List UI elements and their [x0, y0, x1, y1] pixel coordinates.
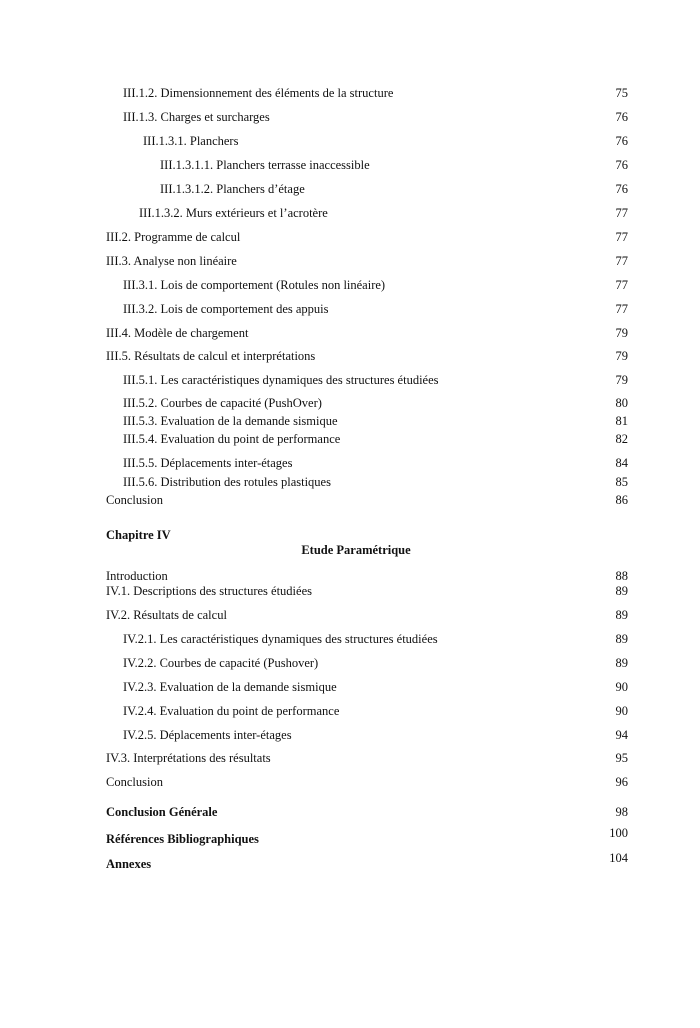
toc-entry-label: Conclusion Générale — [106, 805, 218, 819]
toc-entry — [0, 582, 700, 600]
toc-entry-label: III.5.4. Evaluation du point de performance — [123, 432, 341, 446]
toc-entry-page: 82 — [615, 432, 628, 446]
toc-entry-page: 90 — [615, 704, 628, 718]
toc-entry — [0, 132, 700, 150]
toc-entry-page: 79 — [615, 373, 628, 387]
toc-entry — [0, 276, 700, 294]
toc-entry-label: III.1.3.2. Murs extérieurs et l’acrotère — [139, 206, 328, 220]
toc-entry — [0, 454, 700, 472]
toc-entry — [0, 108, 700, 126]
toc-entry — [0, 180, 700, 198]
toc-entry-label: III.5.6. Distribution des rotules plastiques — [123, 475, 331, 489]
toc-entry-label: IV.2. Résultats de calcul — [106, 608, 227, 622]
toc-entry-label: III.3. Analyse non linéaire — [106, 254, 237, 268]
toc-entry-page: 77 — [615, 254, 628, 268]
toc-entry-label: IV.2.1. Les caractéristiques dynamiques des structures étudiées — [123, 632, 438, 646]
toc-entry-page: 85 — [615, 475, 628, 489]
toc-entry-label: III.1.3.1. Planchers — [143, 134, 239, 148]
toc-entry-page: 88 — [615, 569, 628, 583]
toc-entry-label: Annexes — [106, 857, 152, 871]
toc-entry — [0, 654, 700, 672]
toc-entry — [0, 347, 700, 365]
toc-entry — [0, 371, 700, 389]
toc-entry — [0, 678, 700, 696]
toc-entry-label: III.3.1. Lois de comportement (Rotules non linéaire) — [123, 278, 386, 292]
toc-entry-page: 104 — [609, 851, 628, 865]
chapter-title: Chapitre IV — [106, 528, 171, 542]
toc-entry — [0, 300, 700, 318]
toc-entry-page: 89 — [615, 608, 628, 622]
toc-entry-page: 80 — [615, 396, 628, 410]
toc-entry-label: III.5. Résultats de calcul et interprétations — [106, 349, 316, 363]
toc-entry — [0, 773, 700, 791]
toc-entry — [0, 228, 700, 246]
toc-entry-label: III.5.5. Déplacements inter-étages — [123, 456, 293, 470]
toc-entry-label: III.3.2. Lois de comportement des appuis — [123, 302, 329, 316]
toc-entry — [0, 412, 700, 430]
toc-entry — [0, 726, 700, 744]
toc-entry-label: III.4. Modèle de chargement — [106, 326, 249, 340]
toc-entry — [0, 851, 700, 873]
toc-entry-page: 75 — [615, 86, 628, 100]
toc-entry-page: 100 — [609, 826, 628, 840]
toc-entry — [0, 156, 700, 174]
toc-entry-page: 89 — [615, 584, 628, 598]
toc-entry-page: 76 — [615, 110, 628, 124]
toc-entry-page: 76 — [615, 158, 628, 172]
toc-entry-label: IV.2.4. Evaluation du point de performance — [123, 704, 340, 718]
toc-entry-label: Introduction — [106, 569, 168, 583]
toc-entry-label: III.5.2. Courbes de capacité (PushOver) — [123, 396, 322, 410]
toc-entry-label: III.1.3. Charges et surcharges — [123, 110, 270, 124]
toc-entry — [0, 803, 700, 821]
toc-entry — [0, 702, 700, 720]
toc-entry-label: Conclusion — [106, 493, 163, 507]
toc-entry-page: 98 — [615, 805, 628, 819]
toc-entry-page: 77 — [615, 302, 628, 316]
toc-entry-label: III.1.3.1.1. Planchers terrasse inaccessible — [160, 158, 370, 172]
toc-entry-label: III.5.3. Evaluation de la demande sismique — [123, 414, 338, 428]
toc-entry — [0, 826, 700, 848]
toc-entry-page: 96 — [615, 775, 628, 789]
toc-entry-label: IV.3. Interprétations des résultats — [106, 751, 271, 765]
toc-entry-page: 76 — [615, 182, 628, 196]
toc-entry-page: 76 — [615, 134, 628, 148]
toc-entry-label: III.1.2. Dimensionnement des éléments de la structure — [123, 86, 394, 100]
toc-entry — [0, 473, 700, 491]
toc-entry — [0, 430, 700, 448]
toc-entry — [0, 630, 700, 648]
toc-entry-page: 81 — [615, 414, 628, 428]
toc-entry — [0, 204, 700, 222]
toc-entry — [0, 324, 700, 342]
toc-entry-label: III.1.3.1.2. Planchers d’étage — [160, 182, 305, 196]
toc-entry-page: 79 — [615, 326, 628, 340]
chapter-subtitle: Etude Paramétrique — [301, 543, 411, 557]
toc-entry-page: 90 — [615, 680, 628, 694]
toc-entry-label: IV.2.2. Courbes de capacité (Pushover) — [123, 656, 319, 670]
toc-entry-page: 89 — [615, 632, 628, 646]
toc-entry — [0, 749, 700, 767]
toc-entry-label: III.5.1. Les caractéristiques dynamiques des structures étudiées — [123, 373, 439, 387]
toc-entry-page: 94 — [615, 728, 628, 742]
toc-entry-page: 86 — [615, 493, 628, 507]
toc-entry-label: IV.2.3. Evaluation de la demande sismique — [123, 680, 337, 694]
toc-entry-label: IV.1. Descriptions des structures étudiées — [106, 584, 312, 598]
toc-entry — [0, 84, 700, 102]
toc-entry-page: 89 — [615, 656, 628, 670]
toc-entry — [0, 252, 700, 270]
toc-entry-label: IV.2.5. Déplacements inter-étages — [123, 728, 292, 742]
toc-entry — [0, 394, 700, 412]
toc-entry-page: 77 — [615, 230, 628, 244]
toc-entry-page: 77 — [615, 278, 628, 292]
toc-entry-label: Conclusion — [106, 775, 163, 789]
toc-entry-label: III.2. Programme de calcul — [106, 230, 241, 244]
toc-entry-page: 95 — [615, 751, 628, 765]
toc-entry-page: 79 — [615, 349, 628, 363]
toc-entry-page: 84 — [615, 456, 628, 470]
toc-entry — [0, 491, 700, 509]
toc-entry-page: 77 — [615, 206, 628, 220]
toc-entry — [0, 606, 700, 624]
toc-entry-label: Références Bibliographiques — [106, 832, 259, 846]
